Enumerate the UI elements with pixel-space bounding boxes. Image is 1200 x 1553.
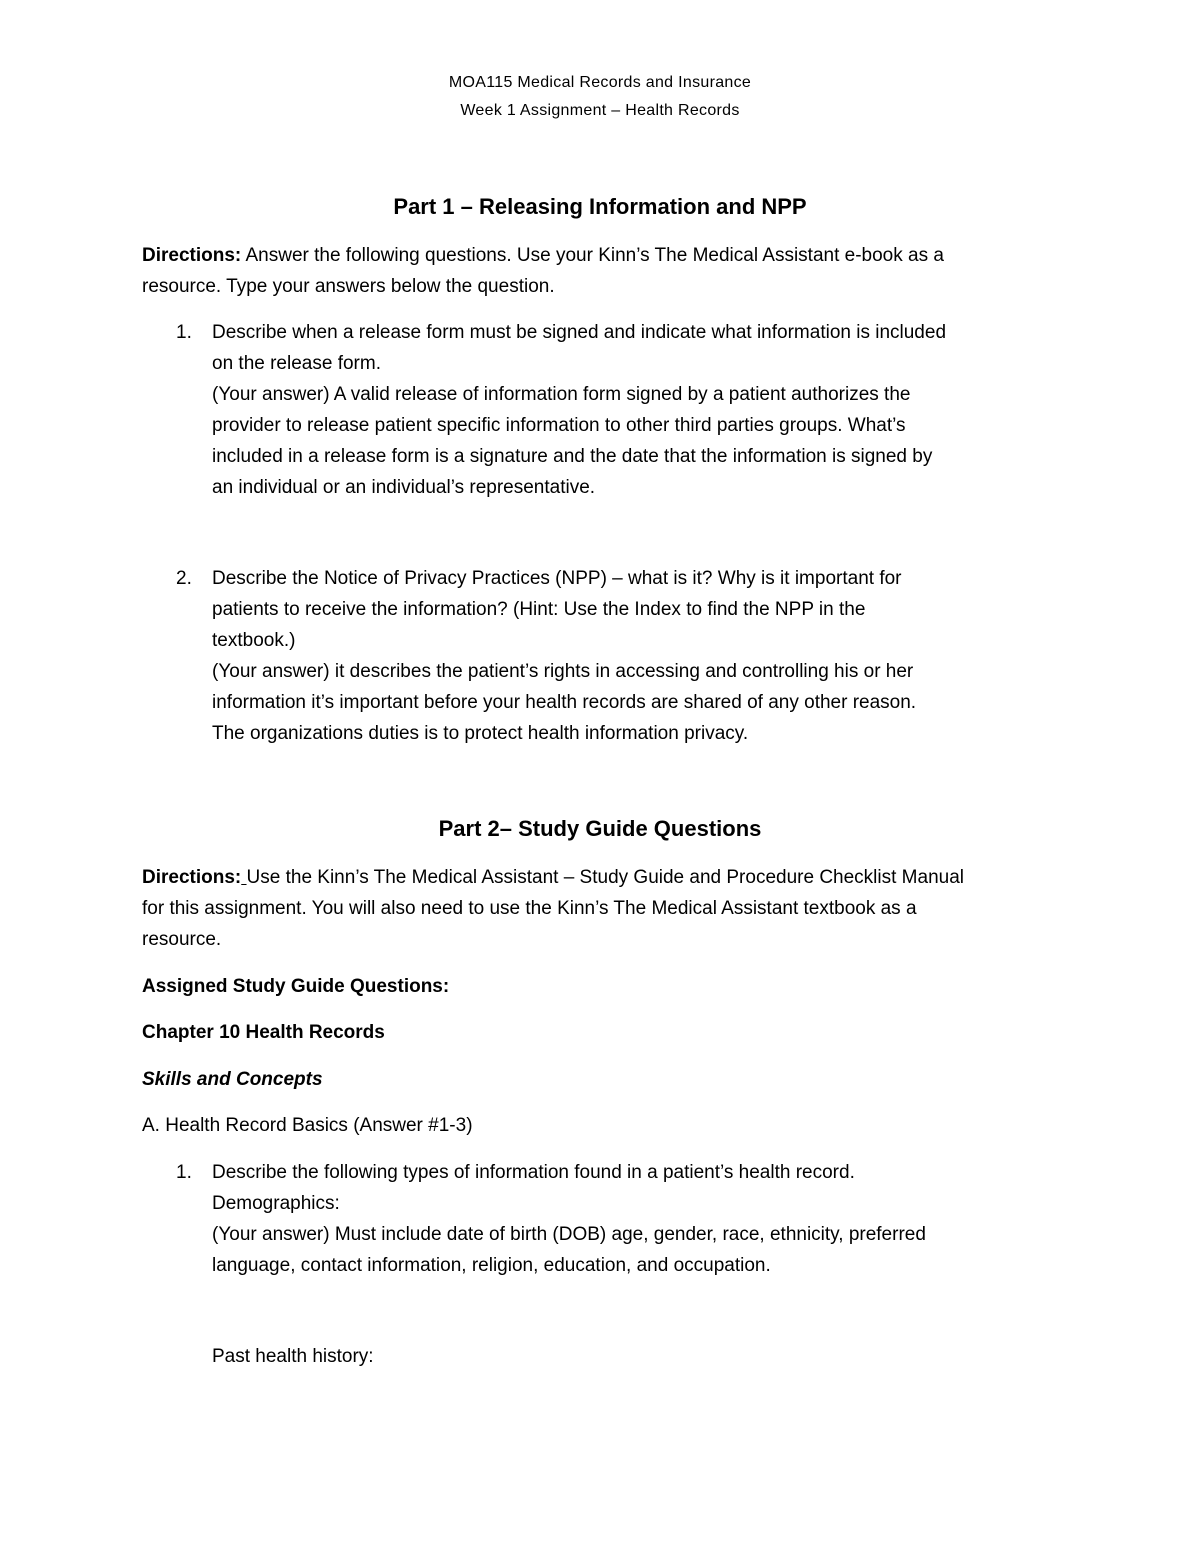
part2-directions-line3: resource. <box>142 929 222 950</box>
question-line: Describe the Notice of Privacy Practices (NPP) – what is it? Why is it important for <box>212 568 902 589</box>
answer-line: provider to release patient specific information to other third parties groups. What’s <box>212 415 906 436</box>
part1-q1-number: 1. <box>176 322 192 343</box>
part1-question-1 <box>212 317 946 503</box>
answer-line: included in a release form is a signature and the date that the information is signed by <box>212 446 933 467</box>
skills-subheading: Skills and Concepts <box>142 1069 323 1090</box>
chapter-title: Chapter 10 Health Records <box>142 1022 385 1043</box>
question-line: Describe the following types of information found in a patient’s health record. <box>212 1162 855 1183</box>
part1-directions-line2: resource. Type your answers below the question. <box>142 276 555 297</box>
part2-directions <box>142 862 964 893</box>
question-line: on the release form. <box>212 353 381 374</box>
part2-question-1 <box>212 1157 926 1281</box>
assignment-title: Week 1 Assignment – Health Records <box>460 102 740 119</box>
part1-q2-number: 2. <box>176 568 192 589</box>
question-line: Demographics: <box>212 1193 340 1214</box>
part2-directions-line1: Use the Kinn’s The Medical Assistant – Study Guide and Procedure Checklist Manual <box>246 867 964 888</box>
part1-directions <box>142 240 944 271</box>
part2-directions-label: Directions: <box>142 867 242 888</box>
answer-line: The organizations duties is to protect health information privacy. <box>212 723 749 744</box>
answer-line: (Your answer) A valid release of information form signed by a patient authorizes the <box>212 384 911 405</box>
question-line: patients to receive the information? (Hint: Use the Index to find the NPP in the <box>212 599 866 620</box>
part1-directions-line1: Answer the following questions. Use your Kinn’s The Medical Assistant e-book as a <box>241 245 944 266</box>
section-title: A. Health Record Basics (Answer #1-3) <box>142 1115 473 1136</box>
part1-question-2 <box>212 563 916 749</box>
answer-line: an individual or an individual’s representative. <box>212 477 596 498</box>
answer-line: language, contact information, religion, education, and occupation. <box>212 1255 771 1276</box>
course-title: MOA115 Medical Records and Insurance <box>448 74 752 91</box>
assigned-questions-label: Assigned Study Guide Questions: <box>142 976 450 997</box>
past-health-history-label: Past health history: <box>212 1346 374 1367</box>
part2-q1-number: 1. <box>176 1162 192 1183</box>
question-line: textbook.) <box>212 630 296 651</box>
answer-line: (Your answer) it describes the patient’s rights in accessing and controlling his or her <box>212 661 914 682</box>
part1-directions-label: Directions: <box>142 245 242 266</box>
answer-line: information it’s important before your health records are shared of any other reason. <box>212 692 917 713</box>
answer-line: (Your answer) Must include date of birth (DOB) age, gender, race, ethnicity, preferred <box>212 1224 926 1245</box>
part1-heading: Part 1 – Releasing Information and NPP <box>393 194 807 219</box>
part2-directions-line2: for this assignment. You will also need to use the Kinn’s The Medical Assistant textbook as a <box>142 898 917 919</box>
question-line: Describe when a release form must be signed and indicate what information is included <box>212 322 947 343</box>
part2-heading: Part 2– Study Guide Questions <box>438 816 762 841</box>
